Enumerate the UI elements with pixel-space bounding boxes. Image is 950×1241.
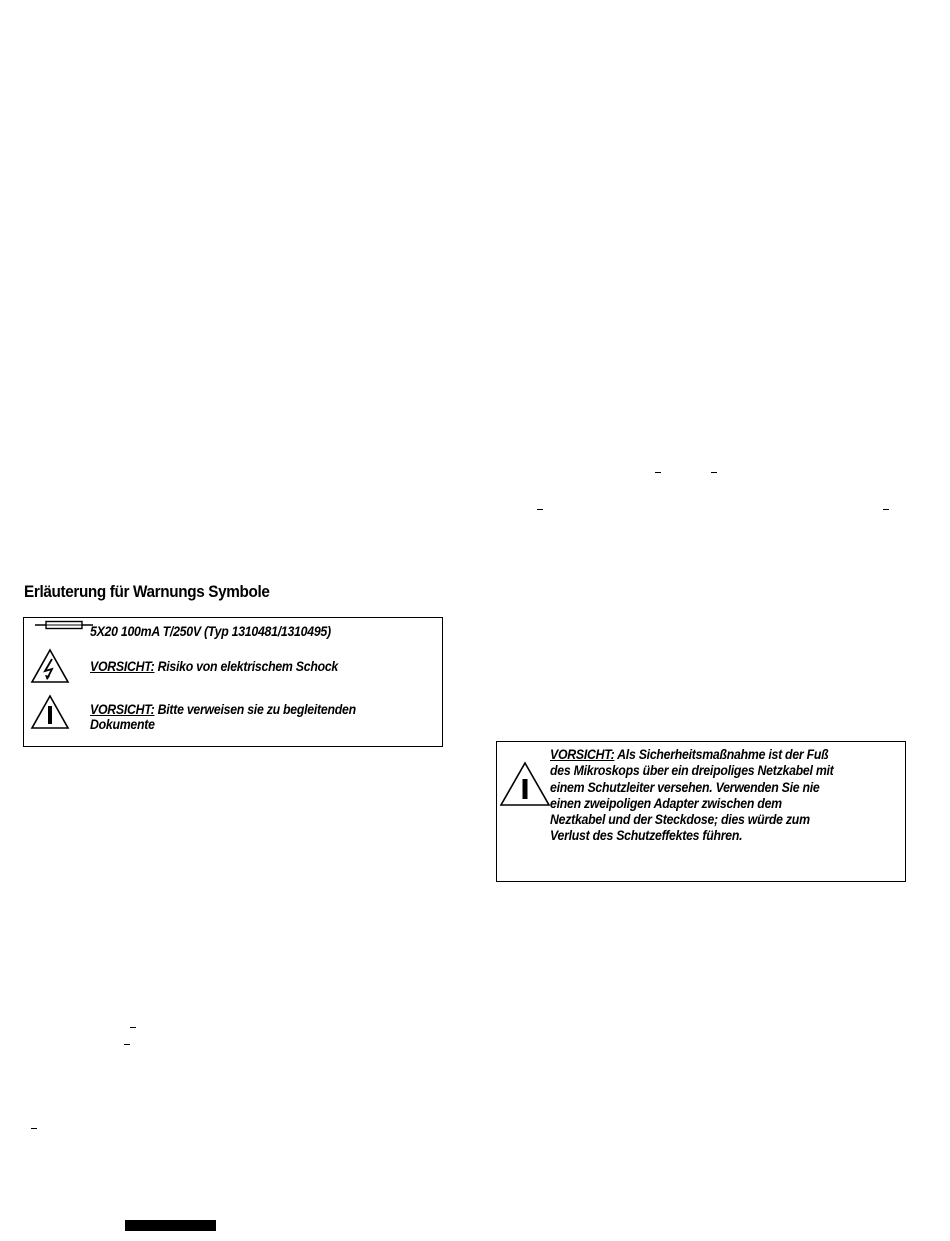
fuse-spec: 5X20 100mA T/250V (Typ 1310481/1310495) (90, 623, 331, 639)
black-bar (125, 1220, 216, 1231)
exclamation-warning-icon (499, 761, 551, 807)
stray-mark (883, 509, 889, 510)
stray-mark (655, 472, 661, 473)
grounding-warning-text: VORSICHT: Als Sicherheitsmaßnahme ist der Fuß des Mikroskops über ein dreipoliges Netzkabel mit einem Schutzleiter versehen. Verwenden Sie nie einen zweipoligen Adapter zwischen dem Neztkabel und der Steckdose; dies würde zum Verlust des Schutzeffektes führen. (550, 746, 834, 844)
shock-caution-text: VORSICHT: Risiko von elektrischem Schock (90, 658, 339, 674)
stray-mark (711, 472, 717, 473)
stray-mark (537, 509, 543, 510)
stray-mark (130, 1027, 136, 1028)
warning-symbols-box (23, 617, 443, 747)
stray-mark (31, 1128, 37, 1129)
fuse-icon (35, 620, 93, 630)
grounding-warning-box (496, 741, 906, 882)
stray-mark (124, 1044, 130, 1045)
section-heading: Erläuterung für Warnungs Symbole (24, 582, 270, 601)
electric-shock-warning-icon (30, 648, 70, 684)
exclamation-warning-icon (30, 694, 70, 730)
documents-caution-text: VORSICHT: Bitte verweisen sie zu begleitenden Dokumente (90, 701, 356, 732)
